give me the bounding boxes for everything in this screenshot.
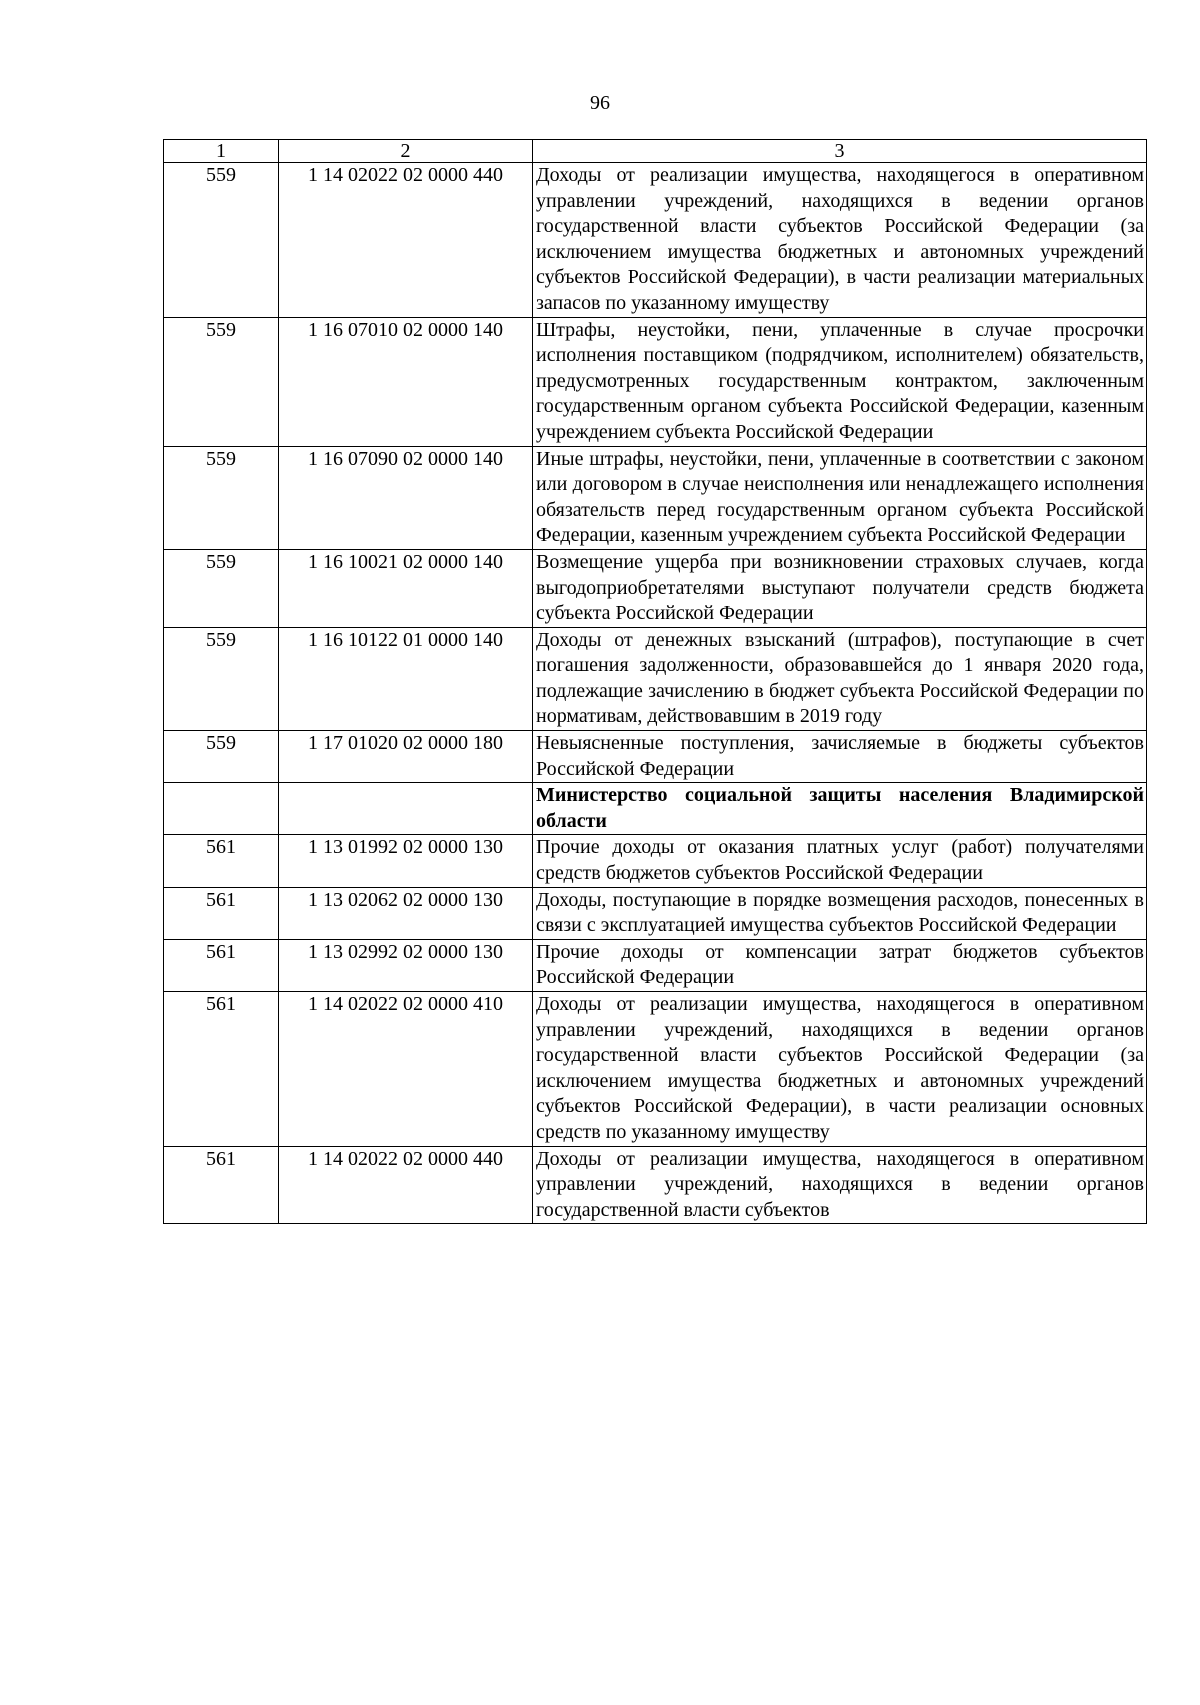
header-column-3: 3: [533, 140, 1147, 163]
description-cell: Доходы от реализации имущества, находящегося в оперативном управлении учреждений, находящихся в ведении органов государственной власти субъектов Российской Федерации (за исключением имущества бюджетных и автономных учреждений субъектов Российской Федерации), в части реализации материальных запасов по указанному имуществу: [533, 163, 1147, 318]
budget-code-cell: 1 16 07010 02 0000 140: [279, 317, 533, 446]
description-cell: Доходы от реализации имущества, находящегося в оперативном управлении учреждений, находящихся в ведении органов государственной власти субъектов: [533, 1146, 1147, 1224]
table-row: [164, 1146, 1147, 1224]
budget-code-cell: 1 13 02062 02 0000 130: [279, 887, 533, 939]
budget-code-cell: [279, 783, 533, 835]
admin-code-cell: 559: [164, 731, 279, 783]
admin-code-cell: 561: [164, 835, 279, 887]
table-row: [164, 939, 1147, 991]
table-row: [164, 446, 1147, 549]
admin-code-cell: 559: [164, 317, 279, 446]
admin-code-cell: 561: [164, 992, 279, 1147]
admin-code-cell: 559: [164, 446, 279, 549]
revenue-codes-table: [163, 139, 1147, 1224]
budget-code-cell: 1 14 02022 02 0000 440: [279, 163, 533, 318]
budget-code-cell: 1 16 10021 02 0000 140: [279, 549, 533, 627]
admin-code-cell: 561: [164, 1146, 279, 1224]
budget-code-cell: 1 14 02022 02 0000 410: [279, 992, 533, 1147]
description-cell: Иные штрафы, неустойки, пени, уплаченные в соответствии с законом или договором в случае неисполнения или ненадлежащего исполнения обязательств перед государственным органом субъекта Российской Федерации, казенным учреждением субъекта Российской Федерации: [533, 446, 1147, 549]
ministry-heading-row: [164, 783, 1147, 835]
budget-code-cell: 1 17 01020 02 0000 180: [279, 731, 533, 783]
description-cell: Доходы, поступающие в порядке возмещения расходов, понесенных в связи с эксплуатацией имущества субъектов Российской Федерации: [533, 887, 1147, 939]
table-row: [164, 731, 1147, 783]
description-cell: Прочие доходы от компенсации затрат бюджетов субъектов Российской Федерации: [533, 939, 1147, 991]
admin-code-cell: 561: [164, 887, 279, 939]
table-row: [164, 992, 1147, 1147]
table-header-row: [164, 140, 1147, 163]
table-row: [164, 317, 1147, 446]
admin-code-cell: 559: [164, 163, 279, 318]
table-row: [164, 163, 1147, 318]
admin-code-cell: 561: [164, 939, 279, 991]
description-cell: Прочие доходы от оказания платных услуг (работ) получателями средств бюджетов субъектов Российской Федерации: [533, 835, 1147, 887]
header-column-1: 1: [164, 140, 279, 163]
description-cell: Штрафы, неустойки, пени, уплаченные в случае просрочки исполнения поставщиком (подрядчиком, исполнителем) обязательств, предусмотренных государственным контрактом, заключенным государственным органом субъекта Российской Федерации, казенным учреждением субъекта Российской Федерации: [533, 317, 1147, 446]
admin-code-cell: [164, 783, 279, 835]
description-cell: Возмещение ущерба при возникновении страховых случаев, когда выгодоприобретателями выступают получатели средств бюджета субъекта Российской Федерации: [533, 549, 1147, 627]
table-row: [164, 549, 1147, 627]
budget-code-cell: 1 16 10122 01 0000 140: [279, 627, 533, 730]
ministry-heading: Министерство социальной защиты населения Владимирской области: [533, 783, 1147, 835]
budget-code-cell: 1 16 07090 02 0000 140: [279, 446, 533, 549]
table-row: [164, 887, 1147, 939]
budget-code-cell: 1 13 01992 02 0000 130: [279, 835, 533, 887]
budget-code-cell: 1 13 02992 02 0000 130: [279, 939, 533, 991]
description-cell: Невыясненные поступления, зачисляемые в бюджеты субъектов Российской Федерации: [533, 731, 1147, 783]
header-column-2: 2: [279, 140, 533, 163]
page-number: 96: [590, 92, 610, 114]
table-row: [164, 835, 1147, 887]
admin-code-cell: 559: [164, 549, 279, 627]
table-row: [164, 627, 1147, 730]
description-cell: Доходы от денежных взысканий (штрафов), поступающие в счет погашения задолженности, образовавшейся до 1 января 2020 года, подлежащие зачислению в бюджет субъекта Российской Федерации по нормативам, действовавшим в 2019 году: [533, 627, 1147, 730]
admin-code-cell: 559: [164, 627, 279, 730]
budget-code-cell: 1 14 02022 02 0000 440: [279, 1146, 533, 1224]
description-cell: Доходы от реализации имущества, находящегося в оперативном управлении учреждений, находящихся в ведении органов государственной власти субъектов Российской Федерации (за исключением имущества бюджетных и автономных учреждений субъектов Российской Федерации), в части реализации основных средств по указанному имуществу: [533, 992, 1147, 1147]
